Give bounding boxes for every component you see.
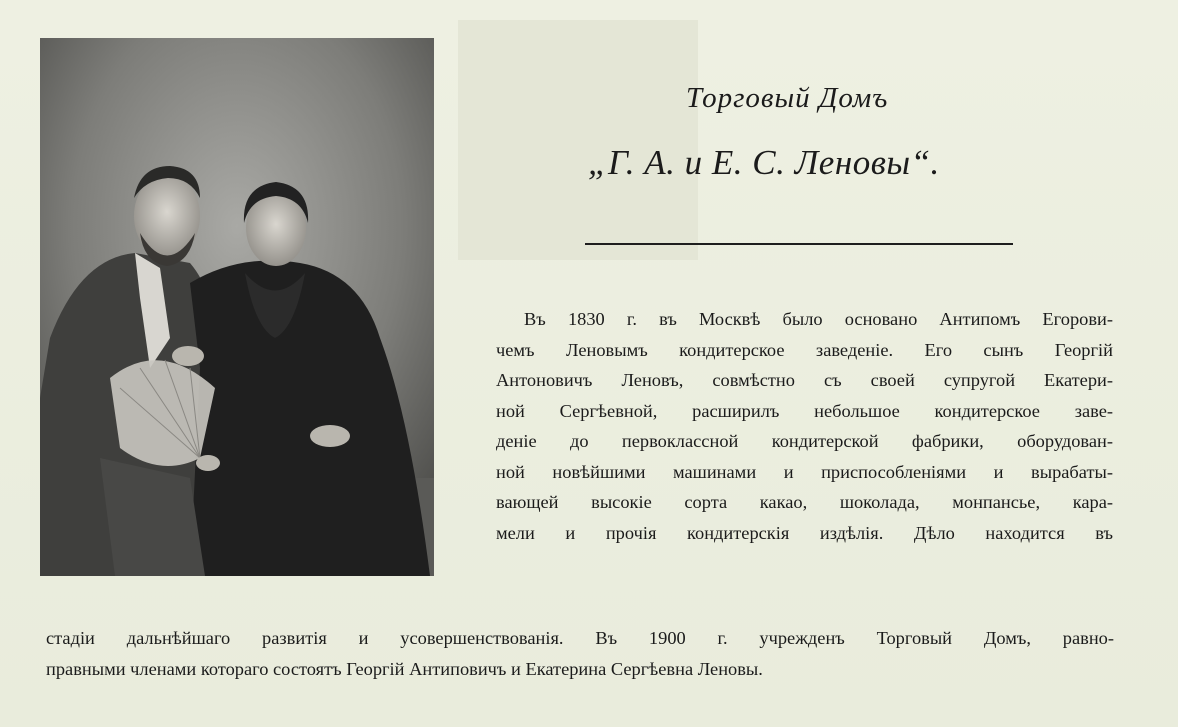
page-title-line1: Торговый Домъ — [686, 82, 889, 114]
text-line: ной Сергѣевной, расширилъ небольшое кондитерское заве- — [496, 400, 1113, 421]
text-line: чемъ Леновымъ кондитерское заведеніе. Его сынъ Георгій — [496, 339, 1113, 360]
portrait-photo — [40, 38, 434, 576]
text-line: Въ 1830 г. въ Москвѣ было основано Антипомъ Егорови- — [524, 309, 1113, 329]
title-divider — [585, 243, 1013, 245]
portrait-photo-icon — [40, 38, 434, 576]
text-line: правными членами котораго состоятъ Георгій Антиповичъ и Екатерина Сергѣевна Леновы. — [46, 658, 763, 679]
text-line: ной новѣйшими машинами и приспособленіями и вырабаты- — [496, 461, 1113, 482]
text-line: деніе до первоклассной кондитерской фабрики, оборудован- — [496, 431, 1113, 451]
text-line: мели и прочія кондитерскія издѣлія. Дѣло находится въ — [496, 522, 1113, 543]
page-title-line2: „Г. А. и Е. С. Леновы“. — [588, 143, 940, 182]
text-line: вающей высокіе сорта какао, шоколада, монпансье, кара- — [496, 492, 1113, 512]
bleed-through-area — [458, 20, 698, 260]
paragraph-full-width — [46, 623, 1114, 684]
paragraph-right-column — [496, 304, 1113, 548]
text-line: стадіи дальнѣйшаго развитія и усовершенствованія. Въ 1900 г. учрежденъ Торговый Домъ, равно- — [46, 628, 1114, 648]
text-line: Антоновичъ Леновъ, совмѣстно съ своей супругой Екатери- — [496, 370, 1113, 390]
